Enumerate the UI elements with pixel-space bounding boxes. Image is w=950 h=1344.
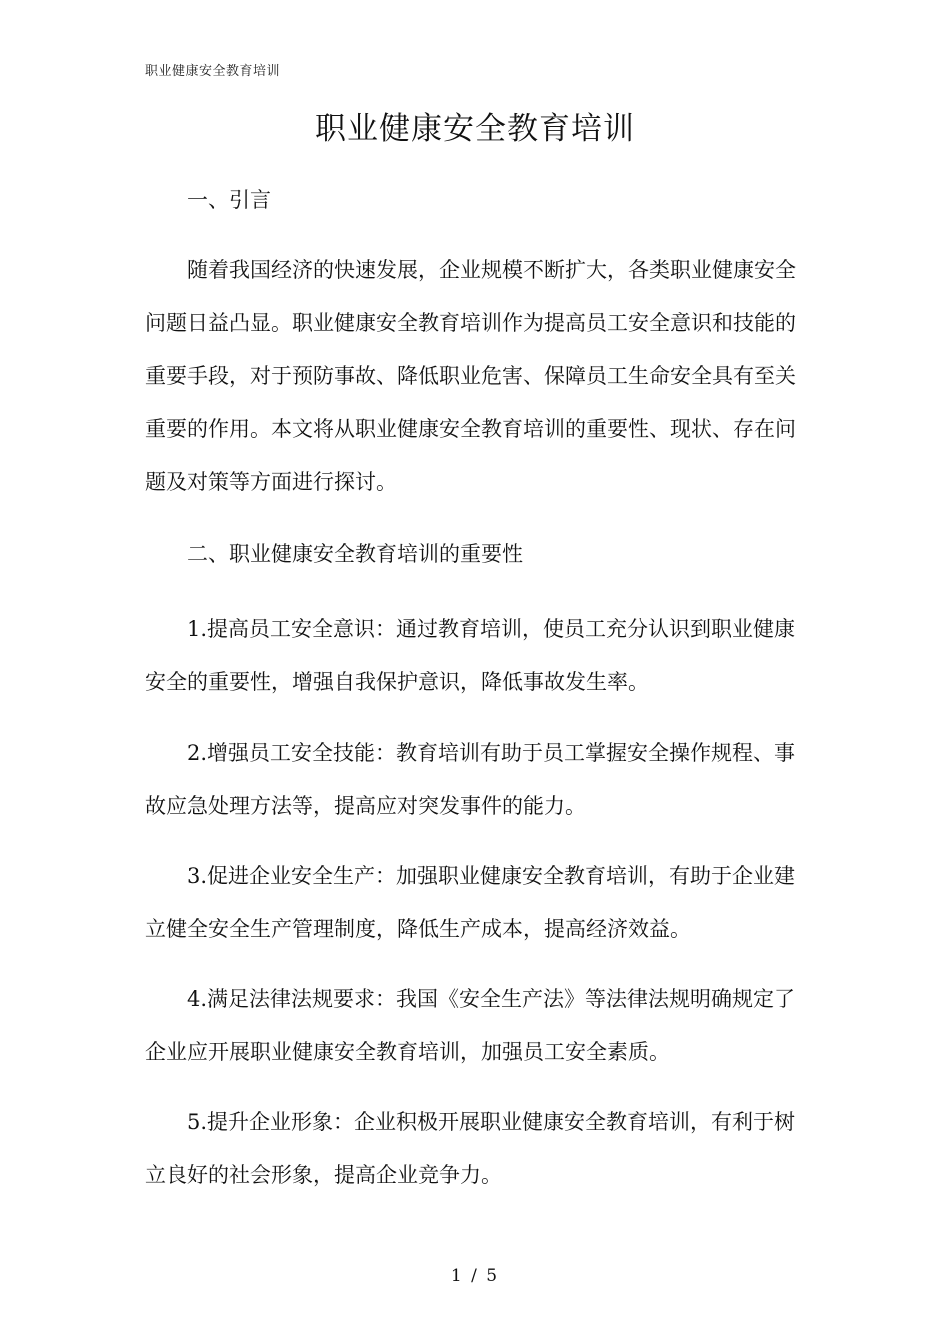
list-item-production: 3.促进企业安全生产：加强职业健康安全教育培训，有助于企业建立健全安全生产管理制度，降低生产成本，提高经济效益。 — [145, 864, 796, 941]
list-item-regulations: 4.满足法律法规要求：我国《安全生产法》等法律法规明确规定了企业应开展职业健康安全教育培训，加强员工安全素质。 — [145, 987, 796, 1064]
list-item-skills: 2.增强员工安全技能：教育培训有助于员工掌握安全操作规程、事故应急处理方法等，提高应对突发事件的能力。 — [145, 741, 796, 818]
page-number: 1 / 5 — [450, 1266, 500, 1286]
list-item-awareness: 1.提高员工安全意识：通过教育培训，使员工充分认识到职业健康安全的重要性，增强自我保护意识，降低事故发生率。 — [145, 617, 796, 694]
section-heading-importance: 二、职业健康安全教育培训的重要性 — [187, 542, 523, 566]
running-header: 职业健康安全教育培训 — [145, 64, 281, 79]
list-item-image: 5.提升企业形象：企业积极开展职业健康安全教育培训，有利于树立良好的社会形象，提高企业竞争力。 — [145, 1110, 796, 1187]
section-heading-introduction: 一、引言 — [187, 188, 271, 212]
document-title: 职业健康安全教育培训 — [315, 111, 635, 147]
introduction-paragraph: 随着我国经济的快速发展，企业规模不断扩大，各类职业健康安全问题日益凸显。职业健康安全教育培训作为提高员工安全意识和技能的重要手段，对于预防事故、降低职业危害、保障员工生命安全具有至关重要的作用。本文将从职业健康安全教育培训的重要性、现状、存在问题及对策等方面进行探讨。 — [145, 258, 796, 494]
